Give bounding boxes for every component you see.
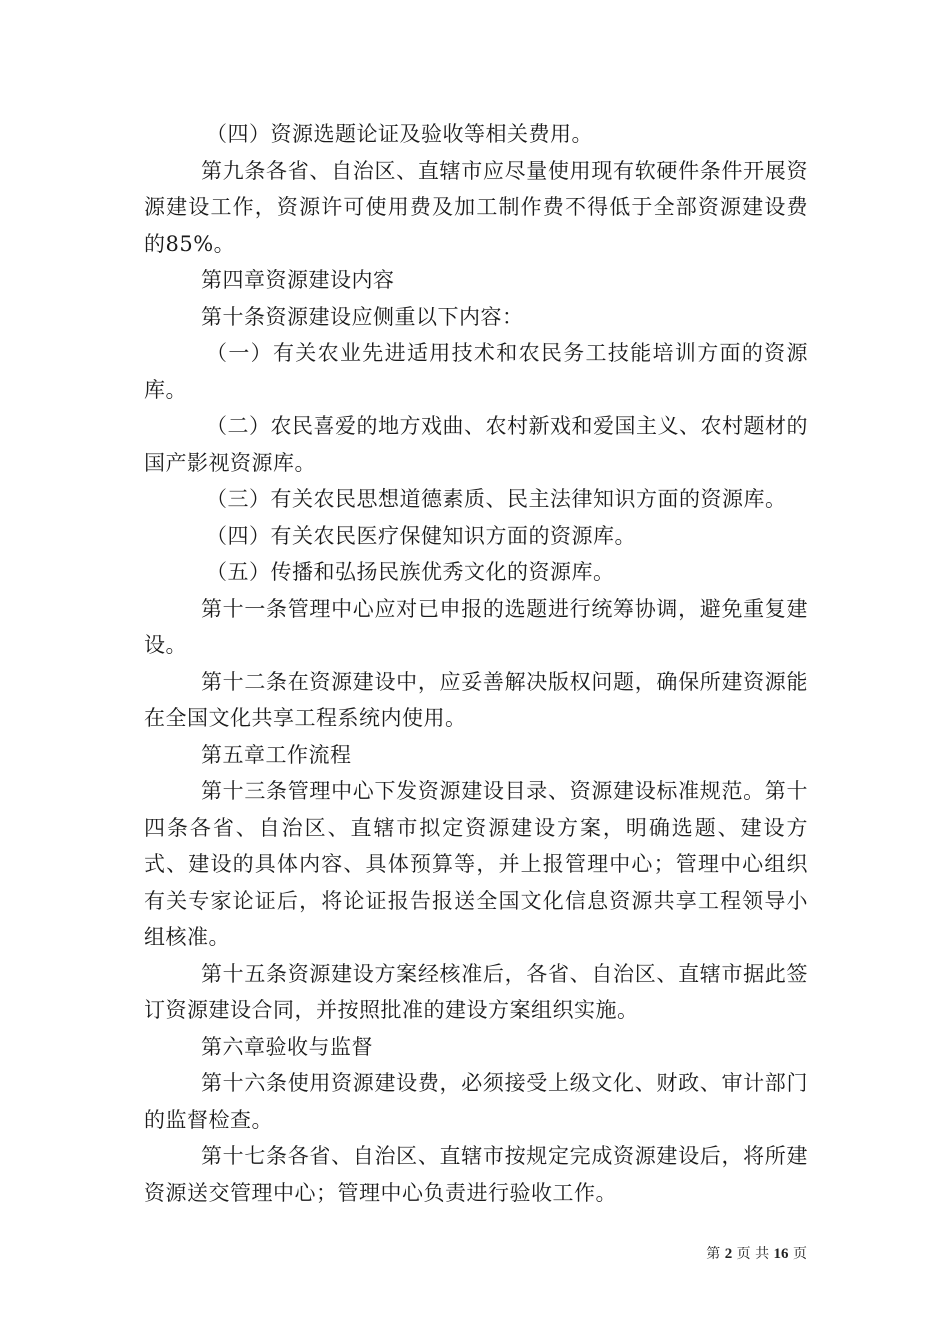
current-page-number: 2	[724, 1246, 733, 1262]
paragraph-item4-fees: （四）资源选题论证及验收等相关费用。	[206, 122, 593, 146]
paragraph-article-13: 第十三条管理中心下发资源建设目录、资源建设标准规范。第十四条各省、自治区、直辖市拟定资源建设方案，明确选题、建设方式、建设的具体内容、具体预算等，并上报管理中心；管理中心组织有关专家论证后，将论证报告报送全国文化信息资源共享工程领导小组核准。	[144, 779, 808, 949]
paragraph-item-5: （五）传播和弘扬民族优秀文化的资源库。	[206, 560, 615, 584]
document-body	[144, 116, 808, 1211]
total-page-number: 16	[773, 1246, 789, 1262]
paragraph-item-3: （三）有关农民思想道德素质、民主法律知识方面的资源库。	[206, 487, 787, 511]
chapter-heading-5: 第五章工作流程	[201, 742, 352, 767]
chapter-heading-4: 第四章资源建设内容	[201, 268, 395, 292]
paragraph-article-10: 第十条资源建设应侧重以下内容：	[201, 304, 524, 329]
paragraph-article-16: 第十六条使用资源建设费，必须接受上级文化、财政、审计部门的监督检查。	[144, 1071, 808, 1132]
footer-suffix: 页	[793, 1246, 807, 1262]
paragraph-item-4: （四）有关农民医疗保健知识方面的资源库。	[206, 523, 636, 548]
paragraph-article-11: 第十一条管理中心应对已申报的选题进行统筹协调，避免重复建设。	[144, 596, 808, 657]
paragraph-article-17: 第十七条各省、自治区、直辖市按规定完成资源建设后，将所建资源送交管理中心；管理中心负责进行验收工作。	[144, 1144, 808, 1205]
paragraph-article-12: 第十二条在资源建设中，应妥善解决版权问题，确保所建资源能在全国文化共享工程系统内使用。	[144, 669, 808, 730]
footer-prefix: 第	[706, 1246, 721, 1262]
paragraph-article-15: 第十五条资源建设方案经核准后，各省、自治区、直辖市据此签订资源建设合同，并按照批准的建设方案组织实施。	[144, 961, 808, 1022]
paragraph-item-2: （二）农民喜爱的地方戏曲、农村新戏和爱国主义、农村题材的国产影视资源库。	[144, 414, 808, 475]
paragraph-article-9: 第九条各省、自治区、直辖市应尽量使用现有软硬件条件开展资源建设工作，资源许可使用费及加工制作费不得低于全部资源建设费的85%。	[144, 158, 808, 256]
page-footer	[706, 1245, 807, 1263]
chapter-heading-6: 第六章验收与监督	[201, 1034, 373, 1059]
footer-middle: 页 共	[736, 1246, 770, 1262]
paragraph-item-1: （一）有关农业先进适用技术和农民务工技能培训方面的资源库。	[144, 341, 808, 402]
